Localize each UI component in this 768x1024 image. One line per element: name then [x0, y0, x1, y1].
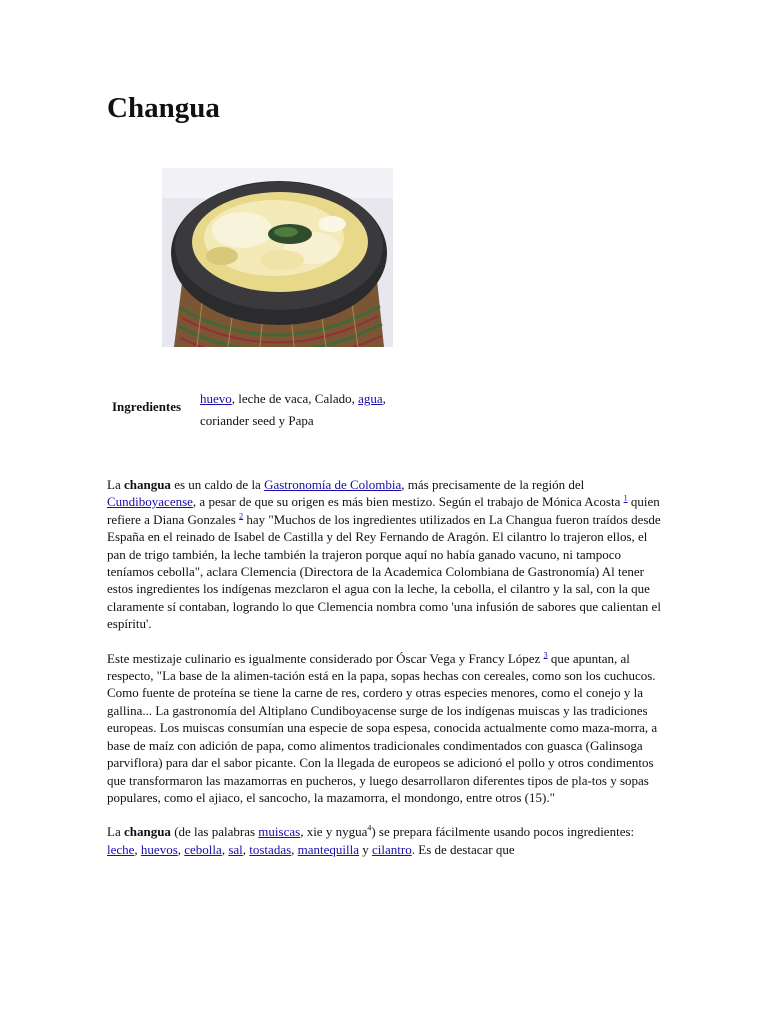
infobox-label: Ingredientes [112, 399, 182, 414]
link-huevos[interactable]: huevos [140, 841, 178, 857]
link-sal[interactable]: sal [228, 841, 243, 857]
link-tostadas[interactable]: tostadas [249, 841, 292, 857]
link-gastronomia-colombia[interactable]: Gastronomía de Colombia [264, 477, 402, 492]
link-mantequilla[interactable]: mantequilla [297, 841, 360, 857]
footnote-2[interactable]: 2 [239, 511, 244, 521]
paragraph-3: La changua (de las palabras muiscas, xie y nygua$^4$) se prepara fácilmente usando pocos ingredientes: leche, huevos, cebolla, sal, tostadas, mantequilla y cilantro. Es de destacar que [107, 823, 635, 857]
page-title: Changua [107, 92, 220, 124]
link-cilantro[interactable]: cilantro [372, 841, 412, 857]
footnote-3[interactable]: 3 [543, 650, 548, 660]
link-cundiboyacense[interactable]: Cundiboyacense [107, 494, 193, 510]
link-agua[interactable]: agua [358, 391, 383, 406]
link-leche[interactable]: leche [107, 841, 135, 857]
link-muiscas[interactable]: muiscas [258, 824, 301, 840]
paragraph-1: La changua es un caldo de la Gastronomía de Colombia, más precisamente de la región del Cundiboyacense, a pesar de que su origen es más bien mestizo. Según el trabajo de Mónica Acosta $^1$ quien refiere a Diana Gonzales $^2$ hay "Muchos de los ingredientes utilizados en La Changua fueron traídos desde España en el reinado de Isabel de Castilla y del Rey Fernando de Aragón. El cilantro lo trajeron ellos, el pan de trigo también, la leche también la trajeron porque aquí no había ganado vacuno, ni tampoco teníamos cebolla", aclara Clemencia (Directora de la Academica Colombiana de Gastronomía) Al tener estos ingredientes los indígenas mezclaron el agua con la leche, la cebolla, el cilantro y la sal, con la que claramente sí contaban, logrando lo que Clemencia nombra como 'una infusión de sabores que calientan el espíritu'. [107, 477, 661, 632]
footnote-4: 4 [367, 823, 372, 833]
infobox-value: huevo, leche de vaca, Calado, agua, coriander seed y Papa [200, 391, 386, 428]
article-body [107, 476, 663, 875]
link-huevo[interactable]: huevo [200, 391, 232, 406]
changua-photo [162, 168, 393, 347]
paragraph-2: Este mestizaje culinario es igualmente considerado por Óscar Vega y Francy López $^3$ que apuntan, al respecto, "La base de la alimen-tación está en la papa, sopas hechas con cereales, como son los cuchucos. Como fuente de proteína se tiene la carne de res, cordero y otras especies menores, como el conejo y la gallina... La gastronomía del Altiplano Cundiboyacense surge de los indígenas muiscas y las tradiciones europeas. Los muiscas consumían una especie de sopa espesa, conocida actualmente como maza-morra, a base de maíz con adición de papa, como alimentos tradicionales condimentados con guasca (Galinsoga parviflora) para dar el sabor picante. Con la llegada de europeos se adicionó el pollo y otros condimentos que transformaron las mazamorras en pucheros, y luego desarrollaron diferentes tipos de pla-tos y sopas populares, como el ajiaco, el sancocho, la mazamorra, el mondongo, entre otros (15)." [107, 650, 658, 805]
link-cebolla[interactable]: cebolla [184, 841, 222, 857]
footnote-1[interactable]: 1 [623, 494, 628, 504]
